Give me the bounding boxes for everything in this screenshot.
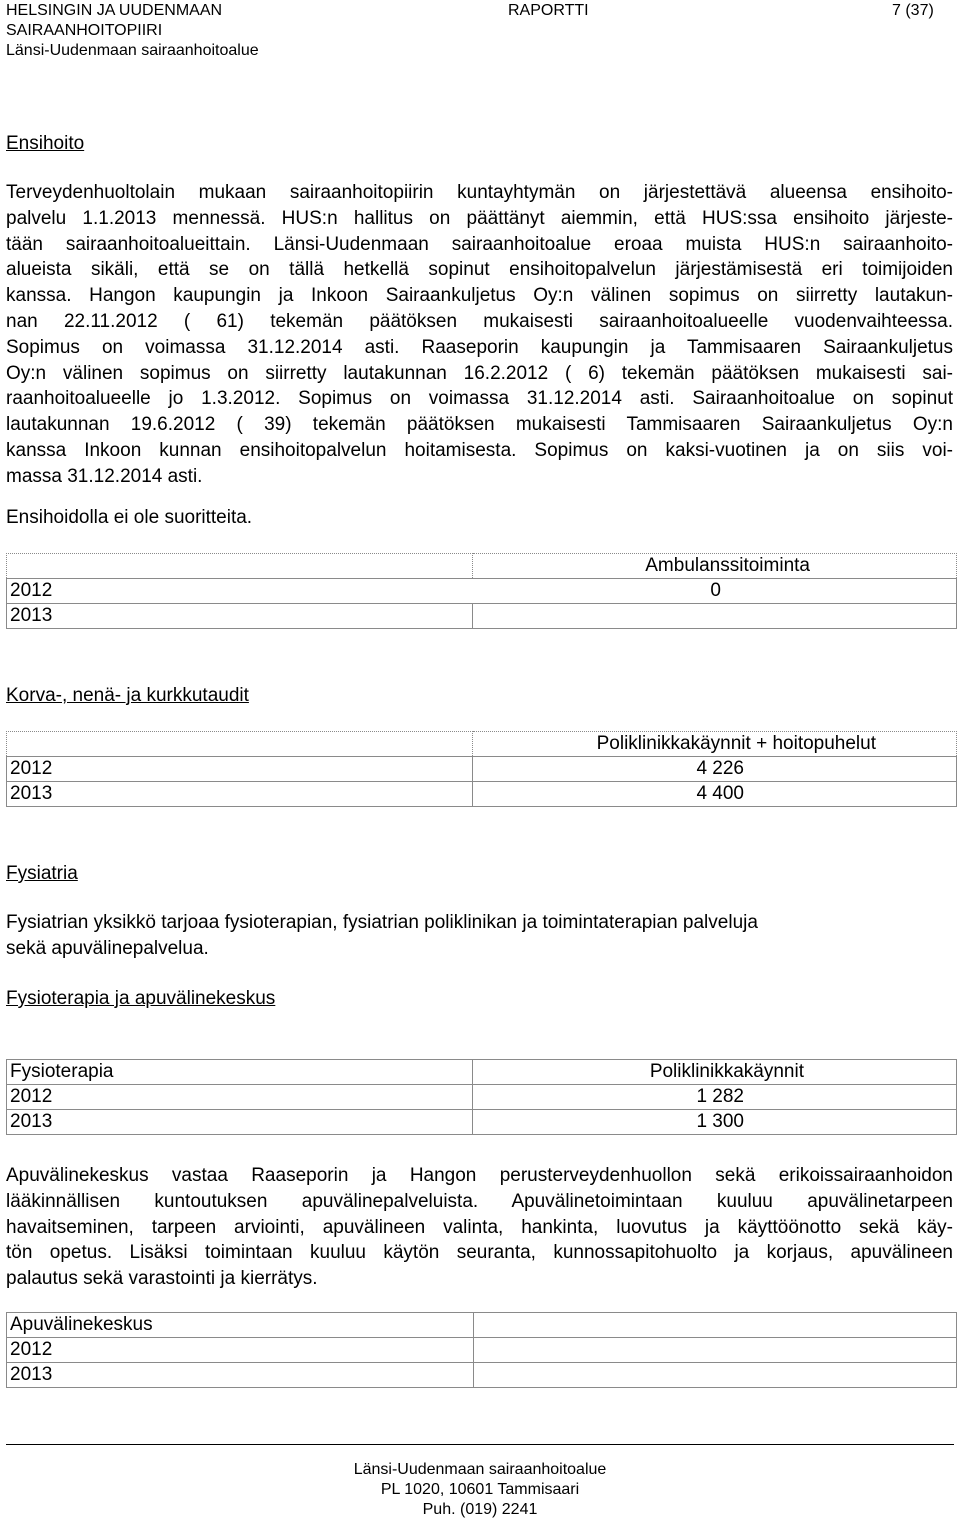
paragraph-line: kanssa Inkoon kunnan ensihoitopalvelun hoitamisesta. Sopimus on kaksi-vuotinen ja on siis voi- [6, 439, 953, 461]
ent-table [6, 731, 957, 807]
table-row [7, 579, 957, 604]
section-heading-fysiatria: Fysiatria [6, 863, 78, 884]
table-header-row [7, 1313, 957, 1338]
table-row [7, 1338, 957, 1363]
paragraph-line: alueista sikäli, että se on tällä hetkellä sopinut ensihoitopalvelun järjestämisestä eri toimijoiden [6, 259, 953, 281]
section-heading-ensihoito: Ensihoito [6, 133, 85, 154]
header-doc-type: RAPORTTI [508, 2, 589, 19]
paragraph-line: Terveydenhuoltolain mukaan sairaanhoitopiirin kuntayhtymän on järjestettävä alueensa ensihoito- [6, 182, 953, 203]
table-row [7, 757, 957, 782]
table-row [7, 1363, 957, 1388]
year-cell: 2012 [7, 1338, 474, 1363]
table-row [7, 1110, 957, 1135]
year-cell: 2013 [7, 1110, 473, 1135]
value-cell: 1 282 [473, 1085, 957, 1110]
paragraph-line: palautus sekä varastointi ja kierrätys. [6, 1268, 318, 1290]
section-heading-fysioterapia: Fysioterapia ja apuvälinekeskus [6, 988, 276, 1009]
section-heading-korva: Korva-, nenä- ja kurkkutaudit [6, 685, 249, 706]
header-page-number: 7 (37) [892, 2, 934, 19]
paragraph-line: nan 22.11.2012 ( 61) tekemän päätöksen mukaisesti sairaanhoitoalueelle vuodenvaihteessa. [6, 310, 953, 332]
paragraph-line: tön opetus. Lisäksi toimintaan kuuluu käytön seuranta, kunnossapitohuolto ja korjaus, apuvälineen [6, 1242, 953, 1264]
header-org-line2: SAIRAANHOITOPIIRI [6, 22, 163, 39]
value-cell: 1 300 [473, 1110, 957, 1135]
paragraph-line: kanssa. Hangon kaupungin ja Inkoon Sairaankuljetus Oy:n välinen sopimus on siirretty lautakun- [6, 285, 953, 307]
year-cell: 2012 [7, 757, 473, 782]
row-label-header: Apuvälinekeskus [7, 1313, 474, 1338]
paragraph-line: raanhoitoalueelle jo 1.3.2012. Sopimus on voimassa 31.12.2014 asti. Sairaanhoitoalue on sopinut [6, 388, 953, 410]
year-cell: 2012 [7, 579, 473, 604]
paragraph-line: sekä apuvälinepalvelua. [6, 937, 209, 959]
year-cell: 2013 [7, 1363, 474, 1388]
year-cell: 2013 [7, 604, 473, 629]
physiotherapy-table [6, 1059, 957, 1135]
row-label-header: Fysioterapia [7, 1060, 473, 1085]
value-cell [473, 604, 957, 629]
column-header: Ambulanssitoiminta [473, 554, 957, 579]
ambulance-table [6, 553, 957, 629]
paragraph-line: lautakunnan 19.6.2012 ( 39) tekemän päätöksen mukaisesti Tammisaaren Sairaankuljetus Oy:n [6, 414, 953, 436]
value-cell: 4 226 [473, 757, 957, 782]
assistive-devices-table [6, 1312, 957, 1388]
column-header: Poliklinikkakäynnit + hoitopuhelut [473, 732, 957, 757]
paragraph-line: havaitseminen, tarpeen arviointi, apuvälineen valinta, hankinta, luovutus ja käyttöönotto sekä käy- [6, 1216, 953, 1238]
value-cell: 0 [473, 579, 957, 604]
footer [0, 1460, 960, 1520]
fysiatria-paragraph [6, 910, 953, 962]
footer-address: PL 1020, 10601 Tammisaari [380, 1481, 580, 1498]
footer-phone: Puh. (019) 2241 [422, 1501, 538, 1518]
footer-org: Länsi-Uudenmaan sairaanhoitoalue [353, 1461, 607, 1478]
column-header: Poliklinikkakäynnit [473, 1060, 957, 1085]
paragraph-line: Oy:n välinen sopimus on siirretty lautakunnan 16.2.2012 ( 6) tekemän päätöksen mukaisesti sai- [6, 362, 953, 384]
header-org-line3: Länsi-Uudenmaan sairaanhoitoalue [6, 42, 259, 59]
table-row [7, 604, 957, 629]
header-org-line1: HELSINGIN JA UUDENMAAN [6, 2, 223, 19]
paragraph-line: Sopimus on voimassa 31.12.2014 asti. Raaseporin kaupungin ja Tammisaaren Sairaankuljetus [6, 336, 953, 358]
table-header-row [7, 732, 957, 757]
ensihoito-note: Ensihoidolla ei ole suoritteita. [6, 507, 253, 528]
paragraph-line: palvelu 1.1.2013 mennessä. HUS:n hallitus on päättänyt aiemmin, että HUS:ssa ensihoito järjeste- [6, 207, 953, 229]
footer-divider [6, 1444, 954, 1445]
table-row [7, 782, 957, 807]
paragraph-line: massa 31.12.2014 asti. [6, 465, 203, 487]
paragraph-line: tään sairaanhoitoalueittain. Länsi-Uudenmaan sairaanhoitoalue eroaa muista HUS:n sairaanhoito- [6, 233, 953, 255]
ensihoito-paragraph [6, 180, 953, 490]
table-header-row [7, 1060, 957, 1085]
table-header-row [7, 554, 957, 579]
paragraph-line: lääkinnällisen kuntoutuksen apuvälinepalveluista. Apuvälinetoimintaan kuuluu apuvälinetarpeen [6, 1190, 953, 1212]
table-row [7, 1085, 957, 1110]
year-cell: 2012 [7, 1085, 473, 1110]
paragraph-line: Apuvälinekeskus vastaa Raaseporin ja Hangon perusterveydenhuollon sekä erikoissairaanhoidon [6, 1165, 953, 1186]
paragraph-line: Fysiatrian yksikkö tarjoaa fysioterapian, fysiatrian poliklinikan ja toimintaterapian palveluja [6, 912, 758, 933]
apuvalinekeskus-paragraph [6, 1163, 953, 1292]
year-cell: 2013 [7, 782, 473, 807]
value-cell: 4 400 [473, 782, 957, 807]
